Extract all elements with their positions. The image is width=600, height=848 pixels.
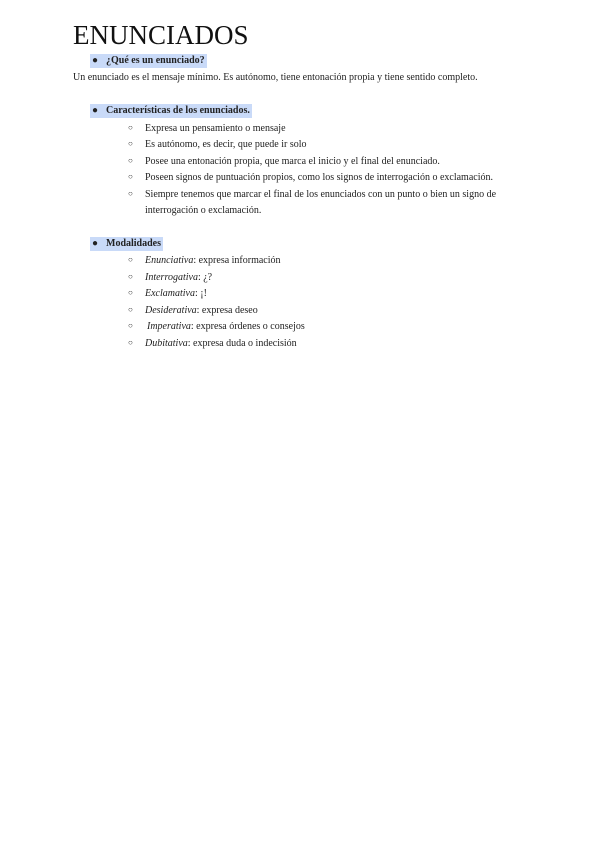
- list-item: [128, 121, 286, 136]
- item-desc: : expresa duda o indecisión: [187, 338, 297, 349]
- definition-paragraph: Un enunciado es el mensaje mínimo. Es autónomo, tiene entonación propia y tiene sentido completo.: [73, 72, 478, 83]
- circle-bullet-icon: ○: [128, 338, 133, 347]
- list-item: [128, 336, 297, 351]
- heading-modalidades: [90, 237, 163, 251]
- list-item: [128, 319, 305, 334]
- list-item: [128, 303, 258, 318]
- item-term: Enunciativa: [145, 255, 194, 266]
- item-desc: : expresa deseo: [196, 305, 258, 316]
- circle-bullet-icon: ○: [128, 139, 133, 148]
- circle-bullet-icon: ○: [128, 272, 133, 281]
- item-text: Expresa un pensamiento o mensaje: [145, 123, 286, 134]
- list-item: [128, 286, 207, 301]
- heading-text: ¿Qué es un enunciado?: [106, 55, 205, 66]
- item-desc: : ¡!: [194, 288, 207, 299]
- circle-bullet-icon: ○: [128, 156, 133, 165]
- item-text: Poseen signos de puntuación propios, como los signos de interrogación o exclamación.: [145, 172, 493, 183]
- list-item: [128, 253, 281, 268]
- heading-caracteristicas: [90, 104, 252, 118]
- item-desc: : ¿?: [197, 272, 213, 283]
- circle-bullet-icon: ○: [128, 305, 133, 314]
- bullet-icon: ●: [92, 105, 99, 116]
- circle-bullet-icon: ○: [128, 189, 133, 198]
- circle-bullet-icon: ○: [128, 321, 133, 330]
- item-term: Imperativa: [147, 321, 191, 332]
- document-title: ENUNCIADOS: [73, 20, 249, 50]
- circle-bullet-icon: ○: [128, 172, 133, 181]
- list-item-continuation: interrogación o exclamación.: [145, 205, 262, 216]
- item-term: Interrogativa: [145, 272, 198, 283]
- list-item: [128, 270, 212, 285]
- item-term: Desiderativa: [145, 305, 197, 316]
- list-item: [128, 187, 496, 202]
- circle-bullet-icon: ○: [128, 255, 133, 264]
- heading-text: Modalidades: [106, 238, 162, 249]
- circle-bullet-icon: ○: [128, 288, 133, 297]
- item-desc: : expresa órdenes o consejos: [190, 321, 305, 332]
- heading-text: Características de los enunciados.: [106, 105, 250, 116]
- item-text: Es autónomo, es decir, que puede ir solo: [145, 139, 307, 150]
- item-text: Siempre tenemos que marcar el final de los enunciados con un punto o bien un signo de: [145, 189, 497, 200]
- item-desc: : expresa información: [193, 255, 281, 266]
- heading-que-es: [90, 54, 207, 68]
- item-term: Dubitativa: [145, 338, 188, 349]
- item-term: Exclamativa: [145, 288, 195, 299]
- item-text: Posee una entonación propia, que marca el inicio y el final del enunciado.: [145, 156, 440, 167]
- bullet-icon: ●: [92, 238, 99, 249]
- list-item: [128, 137, 307, 152]
- list-item: [128, 170, 493, 185]
- bullet-icon: ●: [92, 55, 99, 66]
- circle-bullet-icon: ○: [128, 123, 133, 132]
- list-item: [128, 154, 440, 169]
